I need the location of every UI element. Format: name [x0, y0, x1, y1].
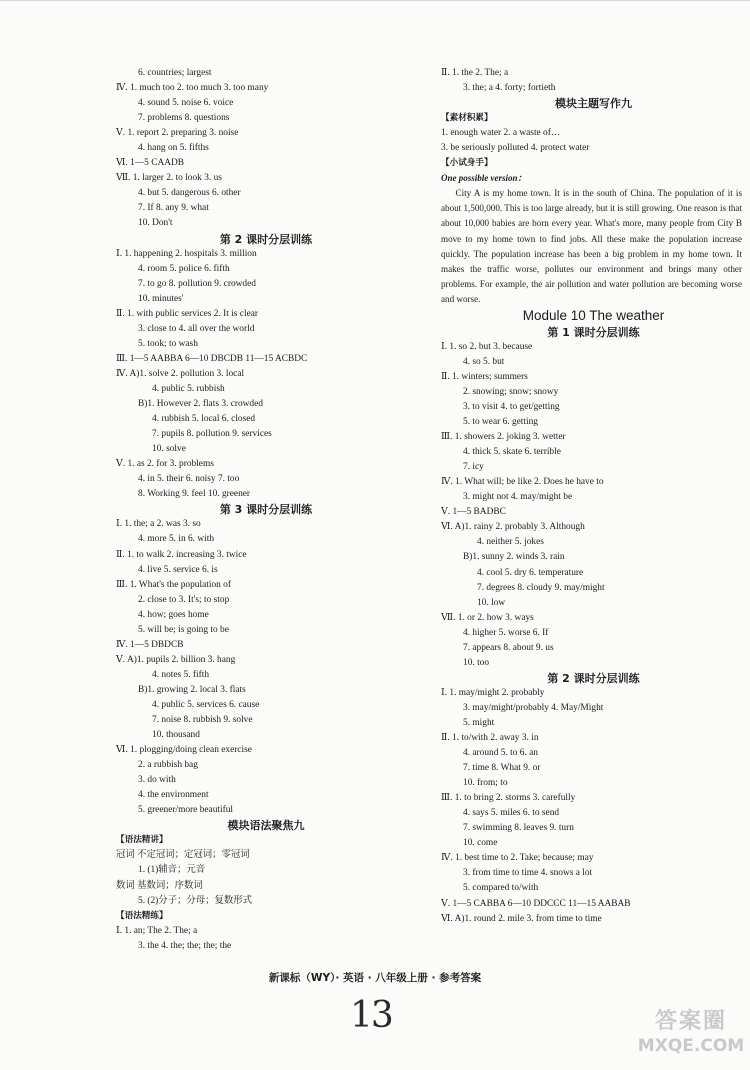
answer-line: 7. icy — [463, 462, 484, 473]
answer-line: 5. might — [463, 717, 495, 728]
answer-line: 5. greener/more beautiful — [138, 805, 234, 816]
answer-line: 3. to visit 4. to get/getting — [463, 401, 560, 412]
answer-line: 2. close to 3. It's; to stop — [138, 594, 230, 605]
answer-line: Ⅱ. 1. to walk 2. increasing 3. twice — [116, 549, 247, 560]
answer-line: 4. live 5. service 6. is — [138, 564, 218, 575]
answer-line: Ⅵ. 1. plogging/doing clean exercise — [116, 745, 252, 756]
answer-line: Ⅲ. 1—5 AABBA 6—10 DBCDB 11—15 ACBDC — [116, 353, 308, 364]
section-tag: 【素材积累】 — [441, 113, 493, 124]
answer-line: 7. to go 8. pollution 9. crowded — [138, 278, 256, 289]
answer-line: 5. (2)分子；分母；复数形式 — [138, 895, 253, 906]
answer-line: 3. do with — [138, 775, 176, 786]
left-answer-column — [116, 66, 416, 954]
section-tag: 【语法精讲】 — [116, 835, 168, 846]
answer-line: 8. Working 9. feel 10. greener — [138, 489, 251, 500]
section-heading: 模块语法聚焦九 — [227, 819, 305, 833]
answer-line: Ⅳ. 1—5 DBDCB — [116, 639, 184, 650]
answer-line: 4. hang on 5. fifths — [138, 143, 209, 154]
answer-line: 冠词 不定冠词；定冠词；零冠词 — [116, 850, 250, 861]
answer-line: 4. public 5. rubbish — [152, 383, 225, 394]
answer-line: Ⅰ. 1. may/might 2. probably — [441, 687, 545, 698]
answer-line: 10. Don't — [138, 218, 173, 229]
sample-essay: City A is my home town. It is in the south of China. The population of it is about 1,500,000. This is too large already, but it is still growing. One reason is that about 10,000 babies are born every year. What's more, many people from City B move to my home town to find jobs. All these make the population increase quickly. The population increase has been a big problem in my home town. It makes the traffic worse, pollutes our environment and brings many other problems. For example, the air pollution and water pollution are becoming worse and worse. — [441, 188, 742, 304]
section-heading: 第 2 课时分层训练 — [547, 671, 640, 685]
answer-line: 10. minutes' — [138, 293, 184, 304]
section-heading: 第 1 课时分层训练 — [547, 325, 640, 339]
answer-line: 10. from; to — [463, 778, 508, 789]
answer-line: 4. around 5. to 6. an — [463, 748, 538, 759]
watermark-url: MXQE.COM — [637, 1036, 745, 1056]
answer-line: 7. appears 8. about 9. us — [463, 642, 554, 653]
answer-line: 10. thousand — [152, 730, 200, 741]
answer-line: Ⅵ. A)1. round 2. mile 3. from time to time — [441, 913, 602, 924]
answer-line: 4. sound 5. noise 6. voice — [138, 98, 234, 109]
answer-line: Ⅴ. A)1. pupils 2. billion 3. hang — [116, 654, 236, 665]
answer-line: Ⅱ. 1. to/with 2. away 3. in — [441, 733, 539, 744]
section-heading: 第 2 课时分层训练 — [219, 232, 313, 246]
answer-line: Ⅰ. 1. so 2. but 3. because — [441, 341, 533, 352]
answer-line: B)1. growing 2. local 3. flats — [138, 684, 246, 695]
answer-line: 4. higher 5. worse 6. If — [463, 627, 549, 638]
answer-line: 4. in 5. their 6. noisy 7. too — [138, 474, 240, 485]
answer-line: Ⅳ. A)1. solve 2. pollution 3. local — [116, 368, 245, 379]
answer-line: 10. low — [477, 597, 506, 608]
answer-line: Ⅵ. 1—5 CAADB — [116, 158, 185, 169]
answer-line: 7. pupils 8. pollution 9. services — [152, 429, 272, 440]
answer-line: 3. close to 4. all over the world — [138, 323, 255, 334]
answer-line: 4. but 5. dangerous 6. other — [138, 188, 241, 199]
answer-line: 6. countries; largest — [138, 68, 212, 78]
answer-line: 3. from time to time 4. snows a lot — [463, 868, 593, 879]
right-answer-column — [441, 66, 746, 927]
answer-line: Ⅱ. 1. the 2. The; a — [441, 68, 509, 78]
answer-line: 4. cool 5. dry 6. temperature — [477, 567, 584, 578]
answer-line: 5. compared to/with — [463, 883, 539, 894]
handwritten-page-number: 13 — [350, 995, 392, 1036]
answer-line: Ⅰ. 1. happening 2. hospitals 3. million — [116, 248, 257, 259]
answer-line: 5. will be; is going to be — [138, 624, 229, 635]
answer-line: B)1. However 2. flats 3. crowded — [138, 399, 263, 410]
answer-line: Ⅳ. 1. much too 2. too much 3. too many — [116, 83, 269, 94]
answer-line: 数词 基数词；序数词 — [116, 880, 203, 891]
answer-line: 4. room 5. police 6. fifth — [138, 263, 230, 274]
answer-line: Ⅳ. 1. What will; be like 2. Does he have to — [441, 477, 604, 488]
answer-line: Ⅰ. 1. an; The 2. The; a — [116, 925, 198, 936]
answer-line: 2. a rubbish bag — [138, 760, 198, 771]
answer-line: 3. the; a 4. forty; fortieth — [463, 83, 556, 94]
answer-line: 4. says 5. miles 6. to send — [463, 808, 560, 819]
answer-line: 7. noise 8. rubbish 9. solve — [152, 715, 253, 726]
page-footer: 新课标（WY）· 英语 · 八年级上册 · 参考答案 — [268, 972, 482, 984]
answer-line: 4. neither 5. jokes — [477, 537, 544, 548]
answer-line: Ⅵ. A)1. rainy 2. probably 3. Although — [441, 522, 585, 533]
answer-line: 10. too — [463, 657, 490, 668]
answer-line: Ⅴ. 1. report 2. preparing 3. noise — [116, 128, 239, 139]
answer-line: B)1. sunny 2. winds 3. rain — [463, 552, 565, 563]
answer-line: Ⅰ. 1. the; a 2. was 3. so — [116, 519, 201, 530]
answer-line: Ⅴ. 1—5 CABBA 6—10 DDCCC 11—15 AABAB — [441, 898, 631, 909]
answer-line: 4. so 5. but — [463, 356, 505, 367]
answer-line: Ⅱ. 1. with public services 2. It is clear — [116, 308, 259, 319]
answer-line: Ⅴ. 1—5 BADBC — [441, 507, 506, 518]
sample-label: One possible version： — [441, 173, 527, 184]
site-watermark — [636, 1008, 746, 1056]
answer-line: 4. the environment — [138, 790, 209, 801]
section-tag: 【小试身手】 — [441, 158, 493, 169]
scan-edge — [0, 0, 750, 1]
answer-line: Ⅳ. 1. best time to 2. Take; because; may — [441, 853, 594, 864]
answer-line: 3. may/might/probably 4. May/Might — [463, 702, 604, 713]
answer-line: Ⅲ. 1. showers 2. joking 3. wetter — [441, 432, 566, 443]
answer-line: Ⅲ. 1. What's the population of — [116, 579, 231, 590]
answer-line: Ⅶ. 1. larger 2. to look 3. us — [116, 173, 222, 184]
answer-line: 4. public 5. services 6. cause — [152, 699, 260, 710]
answer-line: 7. time 8. What 9. or — [463, 763, 541, 774]
answer-line: 4. how; goes home — [138, 609, 209, 620]
watermark-logo-text: 答案圈 — [654, 1009, 727, 1034]
answer-line: 4. notes 5. fifth — [152, 669, 210, 680]
answer-line: 4. more 5. in 6. with — [138, 534, 215, 545]
answer-line: 5. to wear 6. getting — [463, 417, 538, 428]
answer-line: 7. swimming 8. leaves 9. turn — [463, 823, 574, 834]
answer-line: 3. be seriously polluted 4. protect water — [441, 143, 590, 154]
section-heading: 模块主题写作九 — [555, 97, 632, 111]
answer-line: Ⅱ. 1. winters; summers — [441, 371, 528, 382]
answer-line: 3. the 4. the; the; the; the — [138, 940, 232, 951]
answer-line: 2. snowing; snow; snowy — [463, 386, 559, 397]
answer-line: 7. If 8. any 9. what — [138, 203, 209, 214]
answer-line: 4. thick 5. skate 6. terrible — [463, 447, 561, 458]
answer-line: Ⅶ. 1. or 2. how 3. ways — [441, 612, 534, 623]
answer-line: 10. solve — [152, 444, 186, 455]
answer-line: 7. problems 8. questions — [138, 113, 230, 124]
answer-line: 3. might not 4. may/might be — [463, 492, 573, 503]
answer-line: Ⅴ. 1. as 2. for 3. problems — [116, 459, 214, 470]
module-title: Module 10 The weather — [522, 307, 665, 323]
answer-line: 10. come — [463, 838, 498, 849]
section-heading: 第 3 课时分层训练 — [219, 503, 313, 517]
answer-line: Ⅲ. 1. to bring 2. storms 3. carefully — [441, 793, 576, 804]
answer-line: 1. enough water 2. a waste of… — [441, 128, 561, 139]
answer-line: 7. degrees 8. cloudy 9. may/might — [477, 582, 605, 593]
answer-line: 5. took; to wash — [138, 338, 198, 349]
answer-line: 1. (1)辅音；元音 — [138, 865, 206, 876]
answer-line: 4. rubbish 5. local 6. closed — [152, 414, 256, 425]
section-tag: 【语法精练】 — [116, 910, 168, 921]
